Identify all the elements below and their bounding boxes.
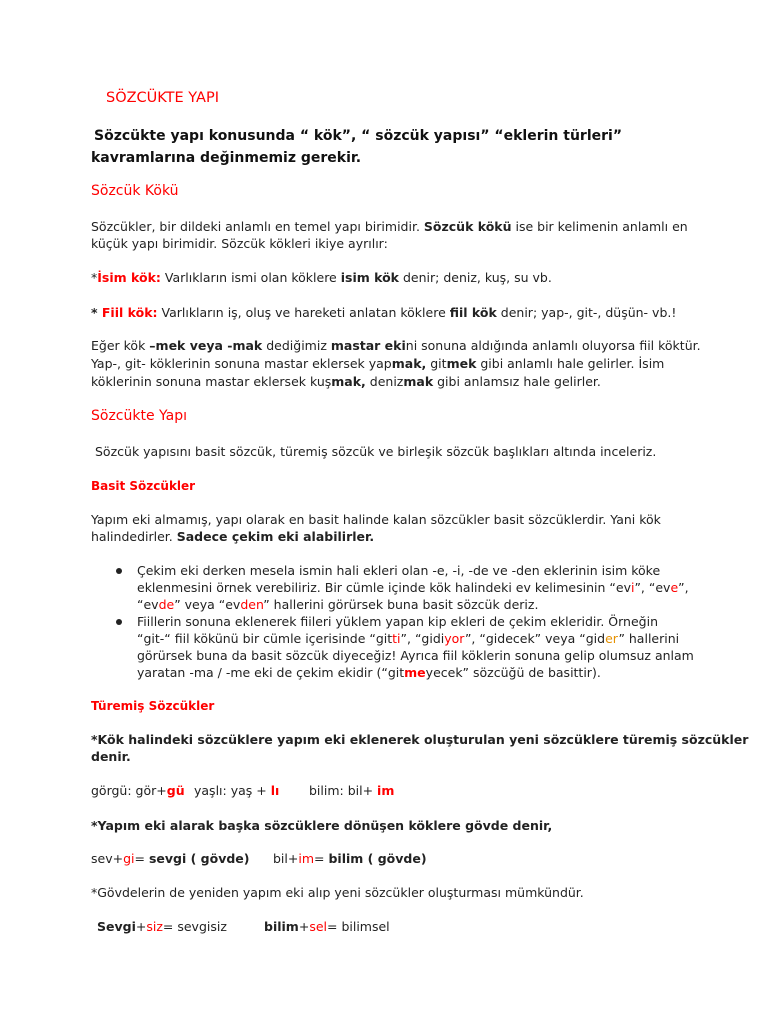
intro-line-1: Sözcükte yapı konusunda “ kök”, “ sözcük yapısı” “eklerin türleri” xyxy=(94,128,623,144)
suffix-highlight: de xyxy=(158,597,175,612)
text-run: “ev xyxy=(137,597,159,612)
heading-sozcukte-yapi: Sözcükte Yapı xyxy=(91,408,188,424)
paragraph-line: *Gövdelerin de yeniden yapım eki alıp yeni sözcükler oluşturması mümkündür. xyxy=(91,885,584,900)
text-run: Sevgi xyxy=(97,919,136,934)
suffix-highlight: ti xyxy=(392,631,401,646)
suffix-highlight: im xyxy=(298,851,315,866)
suffix-highlight: siz xyxy=(146,919,163,934)
text-run: mak, xyxy=(331,374,366,389)
example-gorgu xyxy=(91,782,185,800)
text-run: köklerinin sonuna mastar eklersek kuş xyxy=(91,374,332,389)
text-run: gibi anlamlı hale gelirler. İsim xyxy=(476,356,665,371)
bullet-1-line-2 xyxy=(137,579,689,597)
heading-turemis-sozcukler: Türemiş Sözcükler xyxy=(91,699,215,713)
text-run: ”, “gidi xyxy=(400,631,445,646)
bullet-2-line-4 xyxy=(137,664,601,682)
text-run: ”, “gidecek” veya “gid xyxy=(464,631,606,646)
text-run: mastar eki xyxy=(330,338,406,353)
text-run: + xyxy=(298,919,310,934)
text-run: bilim ( gövde) xyxy=(328,851,427,866)
paragraph-line: Sözcük yapısını basit sözcük, türemiş sözcük ve birleşik sözcük başlıkları altında inceleriz. xyxy=(95,444,657,459)
text-run: –mek veya -mak xyxy=(149,338,263,353)
text-run: = bilimsel xyxy=(327,919,390,934)
text-run: isim kök xyxy=(340,270,399,285)
document-title: SÖZCÜKTE YAPI xyxy=(106,90,219,106)
text-run: ” hallerini görürsek buna basit sözcük deriz. xyxy=(263,597,539,612)
bullet-icon xyxy=(116,568,122,574)
paragraph-line: *Yapım eki alarak başka sözcüklere dönüşen köklere gövde denir, xyxy=(91,818,553,833)
suffix-highlight: e xyxy=(670,580,679,595)
text-run: = xyxy=(314,851,329,866)
text-run: dediğimiz xyxy=(262,338,331,353)
paragraph-line: küçük yapı birimidir. Sözcük kökleri ikiye ayrılır: xyxy=(91,236,388,251)
text-run: yaşlı: yaş + xyxy=(194,783,271,798)
text-run: görgü: gör+ xyxy=(91,783,167,798)
example-bilim xyxy=(309,782,394,800)
text-run: = xyxy=(134,851,149,866)
suffix-highlight: i xyxy=(630,580,635,595)
text-run: ” veya “ev xyxy=(174,597,241,612)
example-bilimsel xyxy=(264,918,390,936)
bullet-2-line-1: Fiillerin sonuna eklenerek fiileri yüklem yapan kip ekleri de çekim ekleridir. Örneğin xyxy=(137,614,658,629)
suffix-highlight: im xyxy=(377,783,395,798)
text-run: ”, “ev xyxy=(634,580,671,595)
text-run: yecek” sözcüğü de basittir). xyxy=(425,665,601,680)
text-run: gibi anlamsız hale gelirler. xyxy=(433,374,601,389)
text-run: sev+ xyxy=(91,851,124,866)
bullet-1-line-3 xyxy=(137,596,538,614)
text-run: Sadece çekim eki alabilirler. xyxy=(176,529,375,544)
text-run: Sözcükler, bir dildeki anlamlı en temel yapı birimidir. xyxy=(91,219,424,234)
mastar-line-1 xyxy=(91,337,701,355)
bullet-1-line-1: Çekim eki derken mesela ismin hali ekleri olan -e, -i, -de ve -den eklerinin isim köke xyxy=(137,563,661,578)
bullet-2-line-2 xyxy=(137,630,679,648)
text-run: Eğer kök xyxy=(91,338,150,353)
bullet-icon xyxy=(116,619,122,625)
text-run: Varlıkların iş, oluş ve hareketi anlatan köklere xyxy=(157,305,450,320)
text-run: mek xyxy=(446,356,477,371)
text-run: * xyxy=(91,270,98,285)
suffix-highlight: yor xyxy=(444,631,465,646)
suffix-highlight: gü xyxy=(166,783,185,798)
text-run: mak, xyxy=(391,356,427,371)
text-run: bilim xyxy=(264,919,299,934)
heading-sozcuk-koku: Sözcük Kökü xyxy=(91,183,179,199)
text-run: ise bir kelimenin anlamlı en xyxy=(511,219,688,234)
intro-line-2: kavramlarına değinmemiz gerekir. xyxy=(91,150,362,166)
text-run: = sevgisiz xyxy=(162,919,227,934)
text-run: Varlıkların ismi olan köklere xyxy=(160,270,341,285)
paragraph-line: denir. xyxy=(91,749,131,764)
paragraph-line: *Kök halindeki sözcüklere yapım eki eklenerek oluşturulan yeni sözcüklere türemiş sözcükler xyxy=(91,732,749,747)
text-run: fiil kök xyxy=(449,305,497,320)
suffix-highlight: er xyxy=(605,631,619,646)
bullet-2-line-3: görürsek buna da basit sözcük diyeceğiz! Ayrıca fiil köklerin sonuna gelip olumsuz anlam xyxy=(137,648,694,663)
text-run: bilim: bil+ xyxy=(309,783,378,798)
mastar-line-3 xyxy=(91,373,601,391)
suffix-highlight: gi xyxy=(123,851,135,866)
paragraph-line: Yapım eki almamış, yapı olarak en basit halinde kalan sözcükler basit sözcüklerdir. Yani kök xyxy=(91,512,661,527)
text-run: deniz xyxy=(365,374,404,389)
suffix-highlight: den xyxy=(240,597,264,612)
isim-kok-label: İsim kök: xyxy=(97,270,161,285)
text-run: + xyxy=(135,919,147,934)
text-run: mak xyxy=(403,374,434,389)
text-run: git xyxy=(426,356,447,371)
text-run: denir; yap-, git-, düşün- vb.! xyxy=(496,305,677,320)
example-bilim-govde xyxy=(273,850,427,868)
mastar-line-2 xyxy=(91,355,664,373)
text-run: * xyxy=(91,305,102,320)
text-run: bil+ xyxy=(273,851,299,866)
paragraph-line xyxy=(91,528,374,546)
text-run: ” hallerini xyxy=(618,631,680,646)
text-run: “git-“ fiil kökünü bir cümle içerisinde “git xyxy=(137,631,393,646)
suffix-highlight: me xyxy=(404,665,426,680)
text-run: eklenmesini örnek verebiliriz. Bir cümle içinde kök halindeki ev kelimesinin “ev xyxy=(137,580,631,595)
text-run: Yap-, git- köklerinin sonuna mastar eklersek yap xyxy=(91,356,392,371)
fiil-kok-line xyxy=(91,304,676,322)
text-run: sevgi ( gövde) xyxy=(148,851,250,866)
isim-kok-line xyxy=(91,269,552,287)
example-yasli xyxy=(194,782,279,800)
suffix-highlight: sel xyxy=(309,919,327,934)
text-run: Sözcük kökü xyxy=(423,219,512,234)
example-sevgisiz xyxy=(97,918,227,936)
text-run: denir; deniz, kuş, su vb. xyxy=(399,270,552,285)
text-run: halindedirler. xyxy=(91,529,177,544)
text-run: ”, xyxy=(678,580,689,595)
text-run: yaratan -ma / -me eki de çekim ekidir (“git xyxy=(137,665,405,680)
example-sevgi xyxy=(91,850,250,868)
fiil-kok-label: Fiil kök: xyxy=(101,305,158,320)
paragraph-line xyxy=(91,218,688,236)
suffix-highlight: lı xyxy=(270,783,280,798)
heading-basit-sozcukler: Basit Sözcükler xyxy=(91,479,196,493)
text-run: ni sonuna aldığında anlamlı oluyorsa fiil köktür. xyxy=(405,338,701,353)
